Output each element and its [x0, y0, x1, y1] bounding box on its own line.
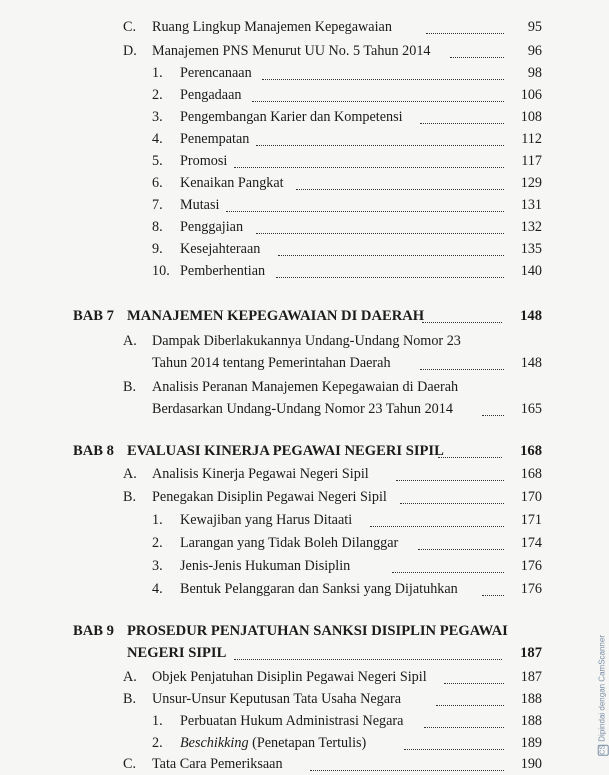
leader-dots	[296, 175, 504, 190]
toc-entry-item: 5. Promosi 117	[152, 153, 542, 169]
leader-dots	[482, 401, 504, 416]
toc-chapter-7: BAB 7 MANAJEMEN KEPEGAWAIAN DI DAERAH 148	[73, 308, 542, 324]
toc-entry-item: 10. Pemberhentian 140	[152, 263, 542, 279]
toc-entry-item: 4. Penempatan 112	[152, 131, 542, 147]
toc-entry-sec-b: B. Penegakan Disiplin Pegawai Negeri Sipil 170	[123, 489, 542, 505]
toc-entry-sec-a: A. Analisis Kinerja Pegawai Negeri Sipil 168	[123, 466, 542, 482]
camscanner-icon: CS	[600, 745, 607, 755]
leader-dots	[226, 197, 504, 212]
toc-entry-sec-b: B. Analisis Peranan Manajemen Kepegawaian di Daerah	[123, 379, 459, 395]
leader-dots	[400, 489, 504, 504]
leader-dots	[404, 735, 504, 750]
toc-entry-item: 2. Beschikking (Penetapan Tertulis) 189	[152, 735, 542, 751]
leader-dots	[234, 153, 504, 168]
toc-entry-item: 9. Kesejahteraan 135	[152, 241, 542, 257]
leader-dots	[420, 109, 504, 124]
leader-dots	[438, 443, 502, 458]
toc-entry-item: 2. Pengadaan 106	[152, 87, 542, 103]
leader-dots	[426, 19, 504, 34]
toc-entry-sec-d: D. Manajemen PNS Menurut UU No. 5 Tahun 2014 96	[123, 43, 542, 59]
toc-chapter-9-cont: NEGERI SIPIL 187	[127, 645, 542, 661]
leader-dots	[450, 43, 504, 58]
leader-dots	[262, 65, 504, 80]
toc-entry-item: 2. Larangan yang Tidak Boleh Dilanggar 174	[152, 535, 542, 551]
leader-dots	[252, 87, 504, 102]
toc-entry-sec-a: A. Objek Penjatuhan Disiplin Pegawai Negeri Sipil 187	[123, 669, 542, 685]
toc-entry-sec-b-cont: Berdasarkan Undang-Undang Nomor 23 Tahun 2014 165	[152, 401, 542, 417]
leader-dots	[482, 581, 504, 596]
toc-entry-sec-a: A. Dampak Diberlakukannya Undang-Undang Nomor 23	[123, 333, 461, 349]
toc-entry-item: 1. Perencanaan 98	[152, 65, 542, 81]
leader-dots	[256, 131, 504, 146]
toc-entry-sec-a-cont: Tahun 2014 tentang Pemerintahan Daerah 148	[152, 355, 542, 371]
leader-dots	[310, 756, 504, 771]
toc-entry-item: 6. Kenaikan Pangkat 129	[152, 175, 542, 191]
leader-dots	[424, 713, 504, 728]
leader-dots	[278, 241, 504, 256]
toc-chapter-8: BAB 8 EVALUASI KINERJA PEGAWAI NEGERI SIPIL 168	[73, 443, 542, 459]
leader-dots	[396, 466, 504, 481]
toc-entry-sec-c: C. Tata Cara Pemeriksaan 190	[123, 756, 542, 772]
toc-entry-sec-c: C. Ruang Lingkup Manajemen Kepegawaian 95	[123, 19, 542, 35]
leader-dots	[436, 691, 504, 706]
leader-dots	[256, 219, 504, 234]
leader-dots	[444, 669, 504, 684]
toc-entry-item: 4. Bentuk Pelanggaran dan Sanksi yang Dijatuhkan 176	[152, 581, 542, 597]
toc-entry-item: 1. Perbuatan Hukum Administrasi Negara 188	[152, 713, 542, 729]
leader-dots	[418, 535, 504, 550]
toc-entry-item: 3. Jenis-Jenis Hukuman Disiplin 176	[152, 558, 542, 574]
toc-entry-sec-b: B. Unsur-Unsur Keputusan Tata Usaha Negara 188	[123, 691, 542, 707]
toc-entry-item: 8. Penggajian 132	[152, 219, 542, 235]
leader-dots	[422, 308, 502, 323]
leader-dots	[276, 263, 504, 278]
toc-entry-item: 1. Kewajiban yang Harus Ditaati 171	[152, 512, 542, 528]
leader-dots	[370, 512, 504, 527]
toc-entry-item: 7. Mutasi 131	[152, 197, 542, 213]
toc-chapter-9: BAB 9 PROSEDUR PENJATUHAN SANKSI DISIPLIN PEGAWAI	[73, 623, 508, 639]
leader-dots	[392, 558, 504, 573]
leader-dots	[420, 355, 504, 370]
leader-dots	[234, 645, 502, 660]
toc-entry-item: 3. Pengembangan Karier dan Kompetensi 108	[152, 109, 542, 125]
scanner-watermark: CSDipindai dengan CamScanner	[598, 635, 607, 755]
